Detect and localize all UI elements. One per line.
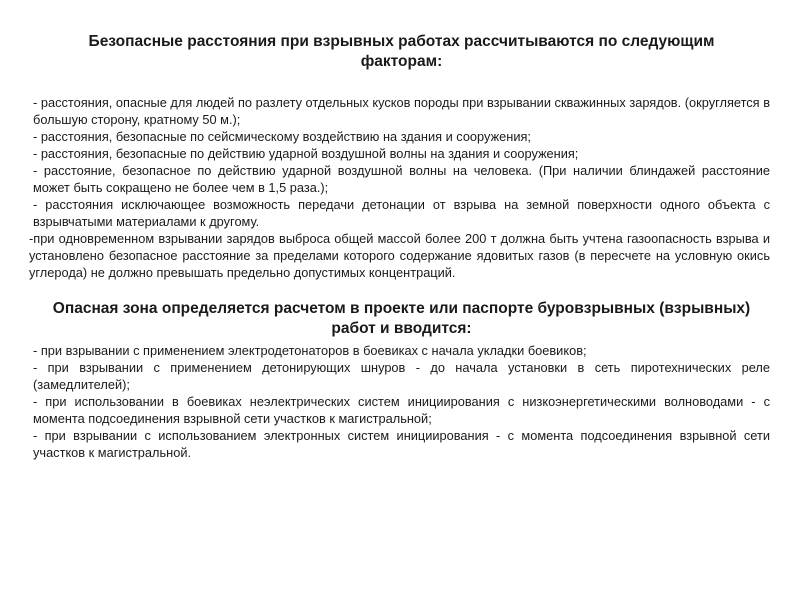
list-item: - расстояния, безопасные по сейсмическому воздействию на здания и сооружения; [33, 129, 531, 144]
list-item: - при взрывании с использованием электронных систем инициирования - с момента подсоединения взрывной сети участков к магистральной. [33, 428, 770, 460]
list-item: - при взрывании с применением детонирующих шнуров - до начала установки в сеть пиротехнических реле (замедлителей); [33, 360, 770, 392]
list-item: - при использовании в боевиках неэлектрических систем инициирования с низкоэнергетическими волноводами - с момента подсоединения взрывной сети участков к магистральной; [33, 394, 770, 426]
list-item: -при одновременном взрывании зарядов выброса общей массой более 200 т должна быть учтена газоопасность взрыва и установлено безопасное расстояние за пределами которого содержание ядовитых газов (в пересчете на условную окись углерода) не должно превышать предельно допустимых концентраций. [29, 231, 770, 280]
list-item: - расстояния, опасные для людей по разлету отдельных кусков породы при взрывании скважинных зарядов. (округляется в большую сторону, кратному 50 м.); [33, 95, 770, 127]
section1-heading: Безопасные расстояния при взрывных работах рассчитываются по следующим факторам: [88, 33, 715, 70]
section2-heading: Опасная зона определяется расчетом в проекте или паспорте буровзрывных (взрывных) работ и вводится: [52, 300, 751, 337]
list-item: - расстояния исключающее возможность передачи детонации от взрыва на земной поверхности одного объекта с взрывчатыми материалами к другому. [33, 197, 770, 229]
list-item: - расстояние, безопасное по действию ударной воздушной волны на человека. (При наличии блиндажей расстояние может быть сокращено не более чем в 1,5 раза.); [33, 163, 770, 195]
list-item: - расстояния, безопасные по действию ударной воздушной волны на здания и сооружения; [33, 146, 579, 161]
section1-list [29, 94, 770, 281]
list-item: - при взрывании с применением электродетонаторов в боевиках с начала укладки боевиков; [33, 343, 587, 358]
section2-list [33, 342, 770, 461]
